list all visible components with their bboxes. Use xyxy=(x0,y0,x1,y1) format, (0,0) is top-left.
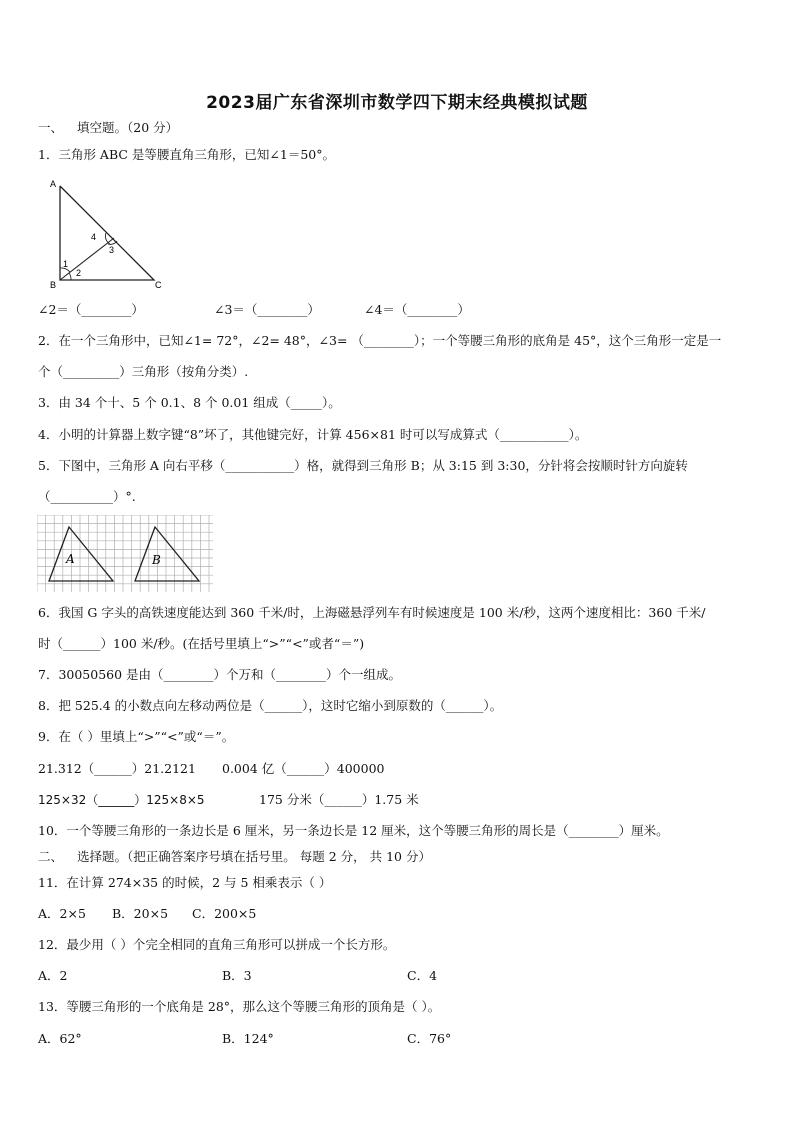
question-11-option-b: B．20×5 xyxy=(112,906,169,921)
question-6-line-1: 6．我国 G 字头的高铁速度能达到 360 千米/时，上海磁悬浮列车有时候速度是 100 米/秒，这两个速度相比：360 千米/ xyxy=(38,605,706,620)
question-9-item-2: 0.004 亿（______）400000 xyxy=(222,761,385,776)
question-9-text: 9．在（ ）里填上“>”“<”或“＝”。 xyxy=(38,729,235,744)
question-10-text: 10．一个等腰三角形的一条边长是 6 厘米，另一条边长是 12 厘米，这个等腰三角形的周长是（________）厘米。 xyxy=(38,823,669,838)
answer-angle-2: ∠2＝（________） xyxy=(38,302,144,317)
question-7-text: 7．30050560 是由（________）个万和（________）个一组成。 xyxy=(38,667,402,682)
question-6-line-2: 时（______）100 米/秒。(在括号里填上“>”“<”或者“＝”) xyxy=(38,636,365,651)
question-13-option-c: C．76° xyxy=(407,1031,452,1046)
page-title: 2023届广东省深圳市数学四下期末经典模拟试题 xyxy=(206,93,588,113)
label-angle-3: 3 xyxy=(109,245,115,255)
question-4-text: 4．小明的计算器上数字键“8”坏了，其他键完好，计算 456×81 时可以写成算式（___________）。 xyxy=(38,427,588,442)
section-2-label: 二、 xyxy=(38,849,64,864)
answer-angle-3: ∠3＝（________） xyxy=(214,302,320,317)
question-11-text: 11．在计算 274×35 的时候，2 与 5 相乘表示（ ） xyxy=(38,875,332,890)
question-3-text: 3．由 34 个十、5 个 0.1、8 个 0.01 组成（_____）。 xyxy=(38,395,341,410)
translation-grid-figure xyxy=(37,515,213,592)
section-1-label: 一、 xyxy=(38,120,64,135)
triangle-b-label: B xyxy=(152,553,161,567)
label-c: C xyxy=(155,280,162,290)
label-a: A xyxy=(50,179,57,189)
section-2-heading xyxy=(38,849,431,865)
triangle-abc-outline xyxy=(60,186,154,280)
triangle-a-label: A xyxy=(66,552,75,566)
angle-2-arc xyxy=(69,273,71,280)
section-2-title: 选择题。（把正确答案序号填在括号里。 每题 2 分， 共 10 分） xyxy=(77,849,431,864)
triangle-inner-line xyxy=(60,238,114,280)
question-12-text: 12．最少用（ ）个完全相同的直角三角形可以拼成一个长方形。 xyxy=(38,937,396,952)
question-9-item-4: 175 分米（______）1.75 米 xyxy=(259,792,419,807)
answer-angle-4: ∠4＝（________） xyxy=(364,302,470,317)
question-9-item-1: 21.312（______）21.2121 xyxy=(38,761,196,776)
triangle-b xyxy=(135,527,199,581)
question-12-option-b: B．3 xyxy=(222,968,252,983)
question-8-text: 8．把 525.4 的小数点向左移动两位是（______），这时它缩小到原数的（______）。 xyxy=(38,698,503,713)
section-1-heading xyxy=(38,120,178,136)
question-12-option-a: A．2 xyxy=(38,968,68,983)
label-angle-4: 4 xyxy=(91,232,97,242)
question-2-line-1: 2．在一个三角形中，已知∠1= 72°，∠2= 48°，∠3= （________）；一个等腰三角形的底角是 45°，这个三角形一定是一 xyxy=(38,333,722,348)
question-2-line-2: 个（_________）三角形（按角分类）. xyxy=(38,364,249,379)
question-13-option-a: A．62° xyxy=(38,1031,82,1046)
question-11-option-a: A．2×5 xyxy=(38,906,86,921)
label-angle-1: 1 xyxy=(63,259,69,269)
section-1-title: 填空题。（20 分） xyxy=(77,120,179,135)
question-13-text: 13．等腰三角形的一个底角是 28°，那么这个等腰三角形的顶角是（ ）。 xyxy=(38,999,441,1014)
question-1-text: 1．三角形 ABC 是等腰直角三角形，已知∠1＝50°。 xyxy=(38,147,335,162)
question-11-option-c: C．200×5 xyxy=(192,906,257,921)
triangle-abc-figure xyxy=(38,176,168,290)
label-angle-2: 2 xyxy=(76,268,82,278)
label-b: B xyxy=(50,280,57,290)
question-5-line-1: 5．下图中，三角形 A 向右平移（___________）格，就得到三角形 B；从 3:15 到 3:30，分针将会按顺时针方向旋转 xyxy=(38,458,688,473)
triangle-a xyxy=(49,527,113,581)
question-12-option-c: C．4 xyxy=(407,968,438,983)
question-13-option-b: B．124° xyxy=(222,1031,274,1046)
question-5-line-2: （__________）°. xyxy=(38,489,136,504)
question-9-item-3: 125×32（______）125×8×5 xyxy=(38,793,205,807)
